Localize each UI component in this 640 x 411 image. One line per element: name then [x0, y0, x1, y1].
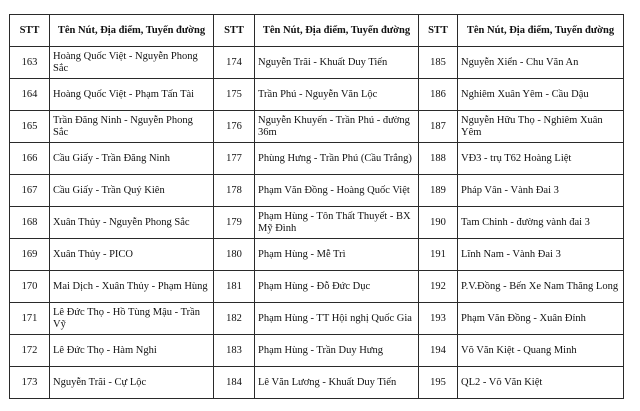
- table-row: [10, 207, 624, 239]
- table-row: [10, 111, 624, 143]
- location-cell: Xuân Thủy - Nguyễn Phong Sắc: [50, 207, 214, 239]
- table-row: [10, 239, 624, 271]
- header-stt: STT: [10, 15, 50, 47]
- stt-cell: 169: [10, 239, 50, 271]
- header-stt: STT: [419, 15, 458, 47]
- location-cell: Phạm Văn Đồng - Hoàng Quốc Việt: [255, 175, 419, 207]
- location-cell: VĐ3 - trụ T62 Hoàng Liệt: [458, 143, 624, 175]
- table-row: [10, 47, 624, 79]
- location-cell: Lê Văn Lương - Khuất Duy Tiến: [255, 367, 419, 399]
- location-cell: Trần Phú - Nguyễn Văn Lộc: [255, 79, 419, 111]
- location-cell: Phùng Hưng - Trần Phú (Cầu Trắng): [255, 143, 419, 175]
- stt-cell: 192: [419, 271, 458, 303]
- stt-cell: 176: [214, 111, 255, 143]
- location-cell: Nguyễn Trãi - Khuất Duy Tiến: [255, 47, 419, 79]
- stt-cell: 168: [10, 207, 50, 239]
- table-row: [10, 175, 624, 207]
- table-row: [10, 143, 624, 175]
- location-cell: Hoàng Quốc Việt - Nguyễn Phong Sắc: [50, 47, 214, 79]
- header-stt: STT: [214, 15, 255, 47]
- stt-cell: 178: [214, 175, 255, 207]
- location-cell: Lê Đức Thọ - Hồ Tùng Mậu - Trần Vỹ: [50, 303, 214, 335]
- intersection-table: [9, 14, 624, 399]
- table-row: [10, 367, 624, 399]
- stt-cell: 181: [214, 271, 255, 303]
- stt-cell: 193: [419, 303, 458, 335]
- stt-cell: 170: [10, 271, 50, 303]
- location-cell: Phạm Hùng - Trần Duy Hưng: [255, 335, 419, 367]
- stt-cell: 179: [214, 207, 255, 239]
- stt-cell: 189: [419, 175, 458, 207]
- location-cell: Nguyễn Hữu Thọ - Nghiêm Xuân Yêm: [458, 111, 624, 143]
- stt-cell: 177: [214, 143, 255, 175]
- stt-cell: 180: [214, 239, 255, 271]
- table-row: [10, 79, 624, 111]
- header-name: Tên Nút, Địa điểm, Tuyến đường: [50, 15, 214, 47]
- location-cell: Cầu Giấy - Trần Đăng Ninh: [50, 143, 214, 175]
- location-cell: Tam Chinh - đường vành đai 3: [458, 207, 624, 239]
- table-row: [10, 335, 624, 367]
- stt-cell: 174: [214, 47, 255, 79]
- stt-cell: 187: [419, 111, 458, 143]
- stt-cell: 172: [10, 335, 50, 367]
- stt-cell: 184: [214, 367, 255, 399]
- table-row: [10, 271, 624, 303]
- stt-cell: 165: [10, 111, 50, 143]
- location-cell: Nghiêm Xuân Yêm - Cầu Dậu: [458, 79, 624, 111]
- stt-cell: 163: [10, 47, 50, 79]
- location-cell: Trần Đăng Ninh - Nguyễn Phong Sắc: [50, 111, 214, 143]
- location-cell: Cầu Giấy - Trần Quý Kiên: [50, 175, 214, 207]
- location-cell: Phạm Hùng - Đỗ Đức Dục: [255, 271, 419, 303]
- stt-cell: 183: [214, 335, 255, 367]
- location-cell: Nguyễn Trãi - Cự Lộc: [50, 367, 214, 399]
- location-cell: Lĩnh Nam - Vành Đai 3: [458, 239, 624, 271]
- header-name: Tên Nút, Địa điểm, Tuyến đường: [255, 15, 419, 47]
- location-cell: Pháp Vân - Vành Đai 3: [458, 175, 624, 207]
- location-cell: Nguyễn Xiển - Chu Văn An: [458, 47, 624, 79]
- location-cell: Lê Đức Thọ - Hàm Nghi: [50, 335, 214, 367]
- location-cell: Phạm Hùng - Tôn Thất Thuyết - BX Mỹ Đình: [255, 207, 419, 239]
- location-cell: Xuân Thủy - PICO: [50, 239, 214, 271]
- stt-cell: 182: [214, 303, 255, 335]
- stt-cell: 167: [10, 175, 50, 207]
- stt-cell: 164: [10, 79, 50, 111]
- stt-cell: 195: [419, 367, 458, 399]
- location-cell: Phạm Văn Đồng - Xuân Đỉnh: [458, 303, 624, 335]
- stt-cell: 171: [10, 303, 50, 335]
- table-row: [10, 303, 624, 335]
- stt-cell: 166: [10, 143, 50, 175]
- location-cell: QL2 - Võ Văn Kiệt: [458, 367, 624, 399]
- stt-cell: 191: [419, 239, 458, 271]
- location-cell: Hoàng Quốc Việt - Phạm Tấn Tài: [50, 79, 214, 111]
- stt-cell: 190: [419, 207, 458, 239]
- location-cell: Nguyễn Khuyến - Trần Phú - đường 36m: [255, 111, 419, 143]
- stt-cell: 194: [419, 335, 458, 367]
- location-cell: P.V.Đồng - Bến Xe Nam Thăng Long: [458, 271, 624, 303]
- location-cell: Võ Văn Kiệt - Quang Minh: [458, 335, 624, 367]
- stt-cell: 175: [214, 79, 255, 111]
- stt-cell: 186: [419, 79, 458, 111]
- table-header-row: [10, 15, 624, 47]
- location-cell: Mai Dịch - Xuân Thủy - Phạm Hùng: [50, 271, 214, 303]
- stt-cell: 188: [419, 143, 458, 175]
- location-cell: Phạm Hùng - TT Hội nghị Quốc Gia: [255, 303, 419, 335]
- stt-cell: 173: [10, 367, 50, 399]
- location-cell: Phạm Hùng - Mễ Trì: [255, 239, 419, 271]
- header-name: Tên Nút, Địa điểm, Tuyến đường: [458, 15, 624, 47]
- stt-cell: 185: [419, 47, 458, 79]
